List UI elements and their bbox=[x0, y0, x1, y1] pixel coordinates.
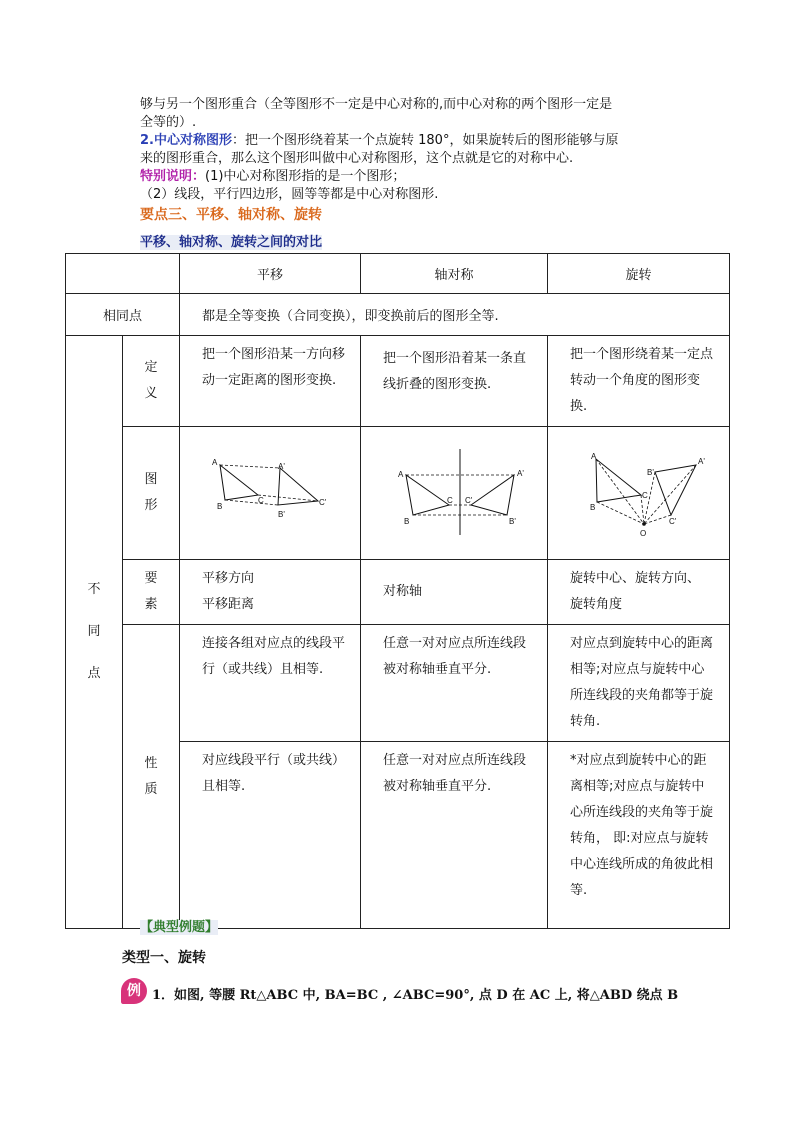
same-label: 相同点 bbox=[66, 294, 180, 336]
rotation-label-b: B bbox=[590, 503, 596, 512]
diff-label-3: 点 bbox=[87, 666, 101, 681]
translation-label-a2: A' bbox=[278, 462, 285, 471]
prop2-translation: 对应线段平行（或共线）且相等. bbox=[202, 753, 346, 794]
definition-colon: ： bbox=[231, 133, 245, 148]
header-row bbox=[66, 254, 730, 294]
question-1: 1．如图, 等腰 Rt△ABC 中, BA=BC , ∠ABC=90°, 点 D 在 AC 上, 将△ABD 绕点 B bbox=[152, 988, 679, 1003]
same-text: 都是全等变换（合同变换），即变换前后的图形全等. bbox=[180, 294, 730, 336]
header-translation: 平移 bbox=[180, 254, 361, 294]
elements-label bbox=[123, 560, 180, 625]
elem-rotation-2: 旋转角度 bbox=[570, 597, 623, 612]
def-translation: 把一个图形沿某一方向移动一定距离的图形变换. bbox=[202, 347, 346, 388]
definition-label-2: 义 bbox=[144, 386, 158, 401]
property-label-2: 质 bbox=[144, 781, 158, 797]
figure-row bbox=[66, 427, 730, 560]
figure-label-2: 形 bbox=[144, 498, 158, 513]
header-empty bbox=[66, 254, 180, 294]
table-title-text: 平移、轴对称、旋转之间的对比 bbox=[140, 235, 323, 250]
note-label: 特别说明： bbox=[140, 169, 206, 184]
definition-line-1 bbox=[140, 132, 618, 150]
definition-row bbox=[66, 336, 730, 427]
elem-translation-2: 平移距离 bbox=[202, 597, 255, 612]
property-row-1 bbox=[66, 625, 730, 742]
axial-symmetry-figure bbox=[361, 427, 546, 555]
def-rotation: 把一个图形绕着某一定点转动一个角度的图形变换. bbox=[570, 347, 714, 414]
axial-label-c2: C' bbox=[465, 496, 473, 505]
axial-label-b2: B' bbox=[509, 517, 516, 526]
elem-axial: 对称轴 bbox=[383, 584, 423, 599]
translation-label-c2: C' bbox=[319, 498, 327, 507]
rotation-label-o: O bbox=[640, 529, 647, 538]
type1-heading: 类型一、旋转 bbox=[122, 950, 206, 966]
header-rotation: 旋转 bbox=[548, 254, 730, 294]
examples-label bbox=[140, 916, 218, 935]
definition-text-1: 把一个图形绕着某一个点旋转 180°，如果旋转后的图形能够与原 bbox=[245, 133, 619, 148]
intro-line-2: 全等的）. bbox=[140, 115, 197, 130]
note-1: (1)中心对称图形指的是一个图形； bbox=[205, 169, 406, 184]
table-title bbox=[140, 234, 322, 252]
prop1-translation: 连接各组对应点的线段平行（或共线）且相等. bbox=[202, 636, 346, 677]
note-line-1 bbox=[140, 168, 405, 186]
diff-label-2: 同 bbox=[87, 624, 101, 639]
translation-label-c: C bbox=[258, 496, 264, 505]
property-label bbox=[123, 625, 180, 929]
elem-rotation-1: 旋转中心、旋转方向、 bbox=[570, 571, 701, 586]
rotation-label-a2: A' bbox=[698, 457, 705, 466]
elem-rotation bbox=[548, 560, 729, 624]
property-label-1: 性 bbox=[144, 755, 158, 771]
prop1-axial: 任意一对对应点所连线段被对称轴垂直平分. bbox=[383, 636, 527, 677]
example-badge: 例 bbox=[121, 978, 147, 1004]
definition-label: 2.中心对称图形 bbox=[140, 133, 232, 148]
def-axial: 把一个图形沿着某一条直线折叠的图形变换. bbox=[383, 351, 527, 392]
figure-label-1: 图 bbox=[144, 472, 158, 487]
elements-label-2: 素 bbox=[144, 597, 158, 612]
rotation-figure bbox=[548, 427, 728, 555]
elements-label-1: 要 bbox=[144, 571, 158, 586]
elem-translation bbox=[180, 560, 360, 624]
header-axial-symmetry: 轴对称 bbox=[361, 254, 548, 294]
figure-label bbox=[123, 427, 180, 560]
definition-label-1: 定 bbox=[144, 360, 158, 375]
translation-label-b: B bbox=[217, 502, 223, 511]
prop1-rotation: 对应点到旋转中心的距离相等;对应点与旋转中心所连线段的夹角都等于旋转角. bbox=[570, 636, 714, 729]
axial-label-b: B bbox=[404, 517, 410, 526]
definition-label bbox=[123, 336, 180, 427]
prop2-axial: 任意一对对应点所连线段被对称轴垂直平分. bbox=[383, 753, 527, 794]
examples-label-text: 【典型例题】 bbox=[140, 920, 219, 935]
rotation-label-c: C bbox=[642, 491, 648, 500]
elem-translation-1: 平移方向 bbox=[202, 571, 255, 586]
diff-label-1: 不 bbox=[87, 582, 101, 597]
rotation-label-c2: C' bbox=[669, 517, 677, 526]
axial-label-a: A bbox=[398, 470, 404, 479]
note-line-2: （2）线段，平行四边形，圆等等都是中心对称图形. bbox=[140, 187, 439, 202]
translation-label-b2: B' bbox=[278, 510, 285, 519]
elements-row bbox=[66, 560, 730, 625]
translation-label-a: A bbox=[212, 458, 218, 467]
definition-line-2: 来的图形重合，那么这个图形叫做中心对称图形，这个点就是它的对称中心. bbox=[140, 151, 574, 166]
rotation-label-a: A bbox=[591, 452, 597, 461]
prop2-rotation: *对应点到旋转中心的距离相等;对应点与旋转中心所连线段的夹角等于旋转角， 即:对应点与旋转中心连线所成的角彼此相等. bbox=[570, 753, 714, 898]
rotation-label-b2: B' bbox=[647, 468, 654, 477]
intro-line-1: 够与另一个图形重合（全等图形不一定是中心对称的,而中心对称的两个图形一定是 bbox=[140, 97, 613, 112]
comparison-table bbox=[65, 253, 730, 929]
section-heading: 要点三、平移、轴对称、旋转 bbox=[140, 207, 322, 223]
axial-label-a2: A' bbox=[517, 469, 524, 478]
axial-label-c: C bbox=[447, 496, 453, 505]
same-row bbox=[66, 294, 730, 336]
translation-figure bbox=[180, 427, 359, 555]
diff-label bbox=[66, 336, 123, 929]
